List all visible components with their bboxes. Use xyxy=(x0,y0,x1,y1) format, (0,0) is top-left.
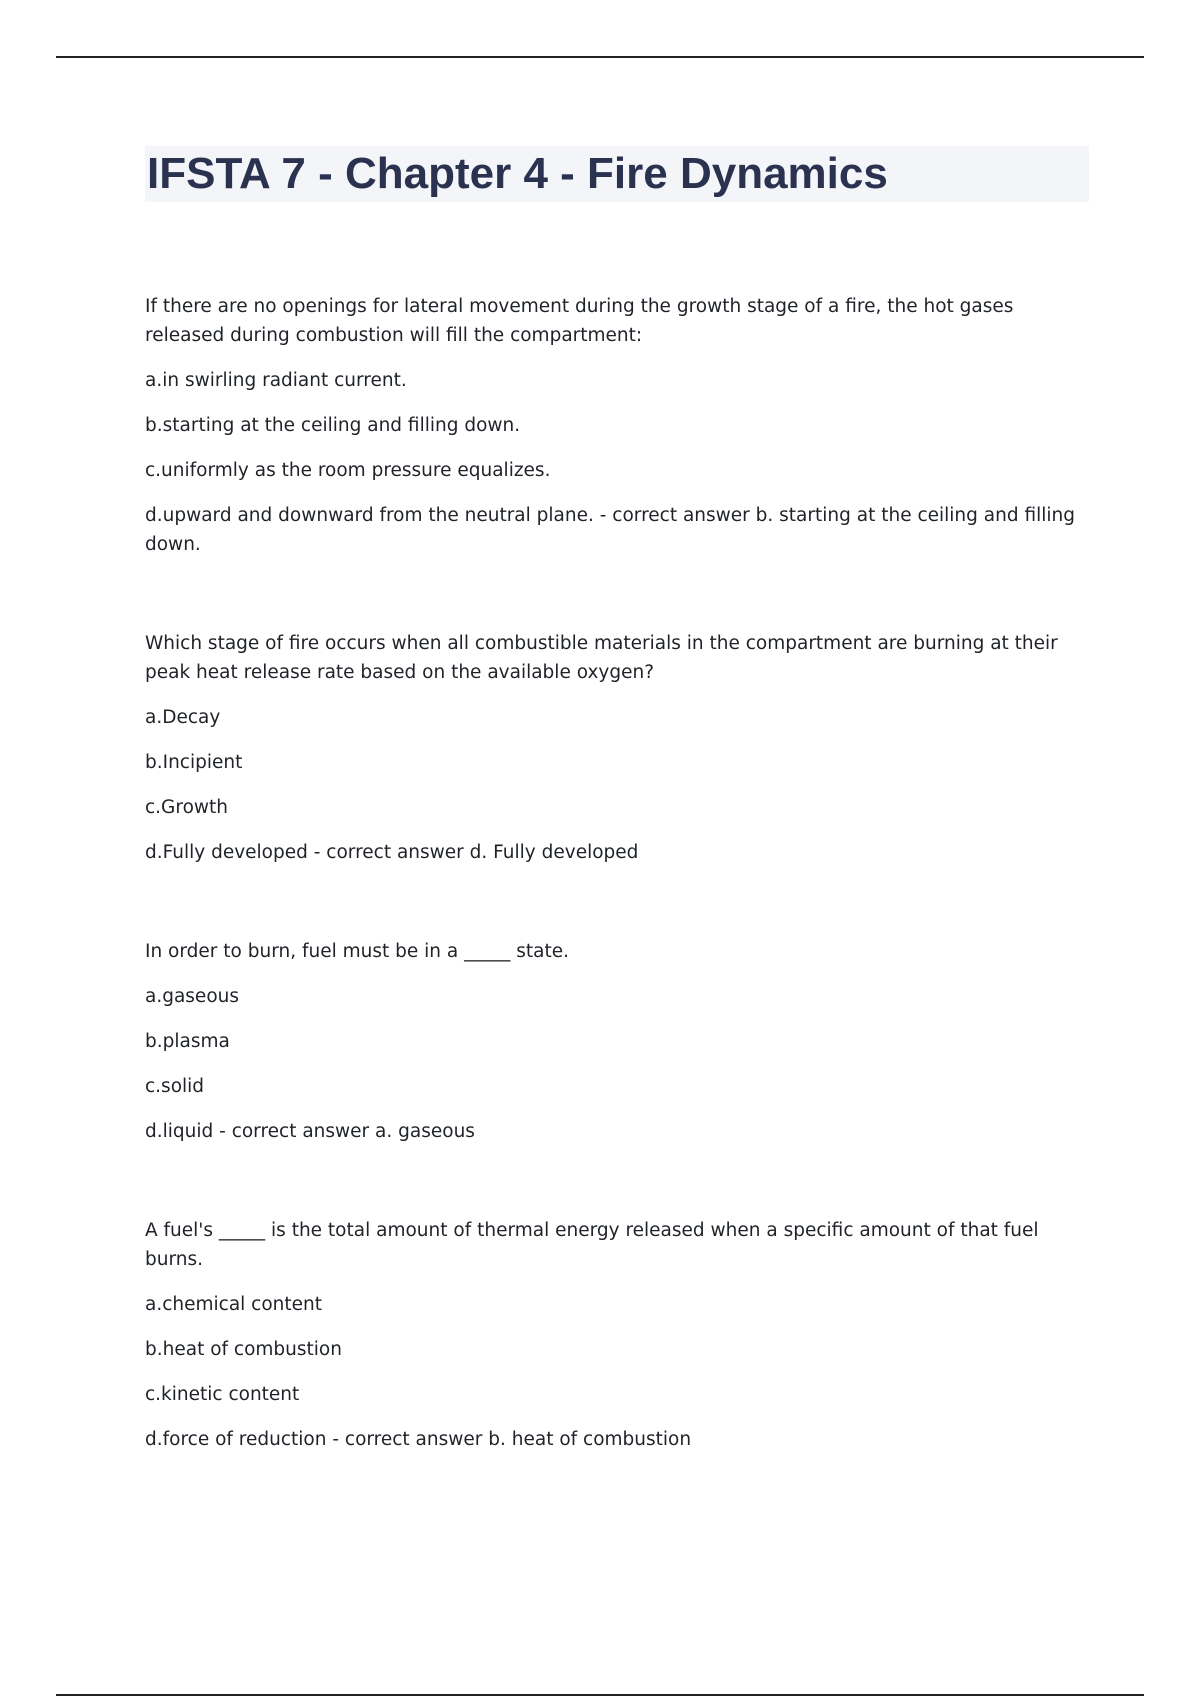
bottom-divider xyxy=(56,1694,1144,1696)
document-body xyxy=(145,146,1089,1524)
question-text: Which stage of fire occurs when all combustible materials in the compartment are burning at their peak heat release rate based on the available oxygen? xyxy=(145,633,1058,683)
question-block xyxy=(145,292,1089,559)
answer-option: c.solid xyxy=(145,1076,205,1097)
answer-option: b.heat of combustion xyxy=(145,1339,342,1360)
answer-option: a.Decay xyxy=(145,707,221,728)
title-banner xyxy=(145,146,1089,202)
question-block xyxy=(145,1216,1089,1454)
answer-option-with-correct-answer: d.Fully developed - correct answer d. Fully developed xyxy=(145,842,639,863)
answer-option: c.uniformly as the room pressure equalizes. xyxy=(145,460,551,481)
answer-option-with-correct-answer: d.force of reduction - correct answer b. heat of combustion xyxy=(145,1429,692,1450)
top-divider xyxy=(56,56,1144,58)
question-text: If there are no openings for lateral movement during the growth stage of a fire, the hot gases released during combustion will fill the compartment: xyxy=(145,296,1014,346)
answer-option: c.kinetic content xyxy=(145,1384,300,1405)
question-text: A fuel's _____ is the total amount of thermal energy released when a specific amount of that fuel burns. xyxy=(145,1220,1039,1270)
answer-option: c.Growth xyxy=(145,797,229,818)
answer-option-with-correct-answer: d.upward and downward from the neutral plane. - correct answer b. starting at the ceiling and filling down. xyxy=(145,505,1076,555)
answer-option: a.gaseous xyxy=(145,986,239,1007)
question-block xyxy=(145,629,1089,867)
question-text: In order to burn, fuel must be in a _____ state. xyxy=(145,941,569,962)
answer-option: b.starting at the ceiling and filling down. xyxy=(145,415,521,436)
answer-option: b.Incipient xyxy=(145,752,243,773)
answer-option: a.chemical content xyxy=(145,1294,323,1315)
answer-option: a.in swirling radiant current. xyxy=(145,370,407,391)
page-title: IFSTA 7 - Chapter 4 - Fire Dynamics xyxy=(147,149,888,198)
question-block xyxy=(145,937,1089,1146)
answer-option-with-correct-answer: d.liquid - correct answer a. gaseous xyxy=(145,1121,475,1142)
answer-option: b.plasma xyxy=(145,1031,230,1052)
